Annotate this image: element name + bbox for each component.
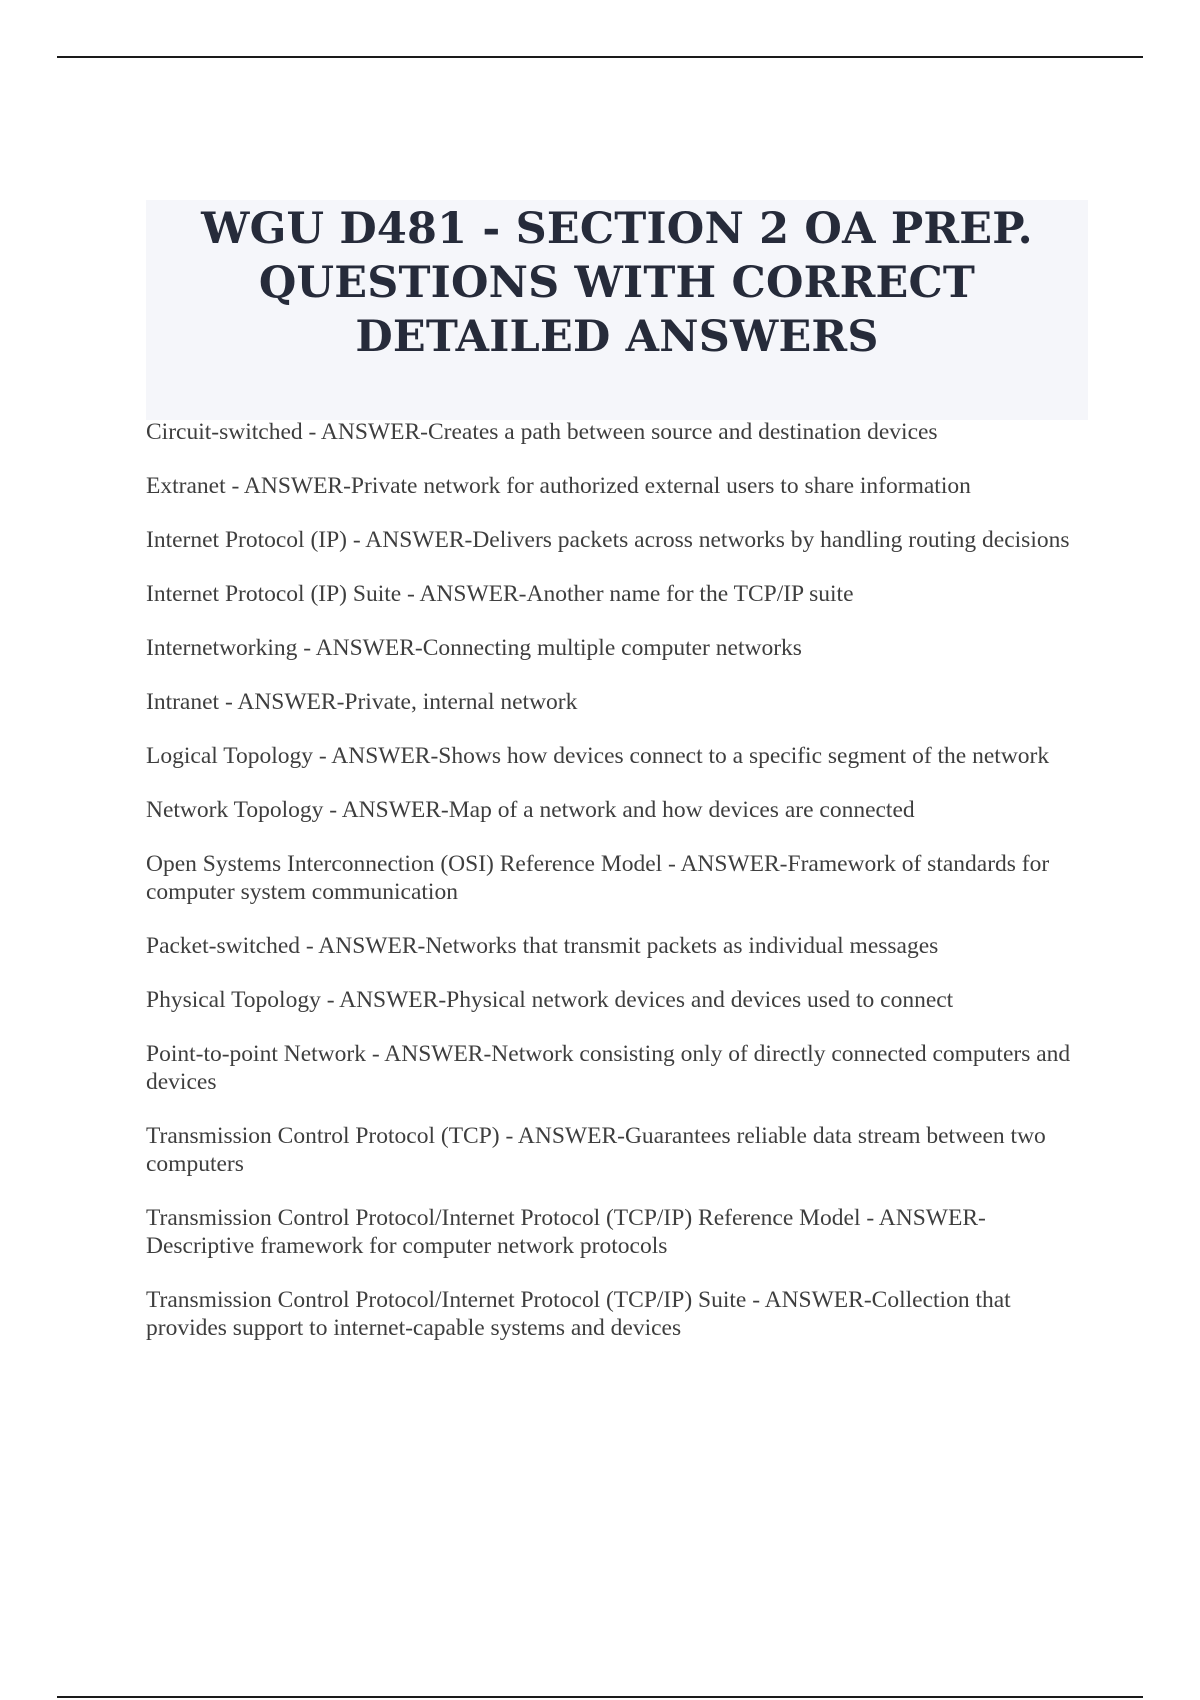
qa-entry: Internetworking - ANSWER-Connecting multiple computer networks bbox=[146, 635, 802, 661]
top-rule bbox=[57, 56, 1143, 58]
bottom-rule bbox=[57, 1696, 1143, 1698]
qa-entry: Packet-switched - ANSWER-Networks that transmit packets as individual messages bbox=[146, 933, 939, 959]
qa-entry: Transmission Control Protocol/Internet Protocol (TCP/IP) Reference Model - ANSWER-Descriptive framework for computer network protocols bbox=[146, 1205, 986, 1259]
qa-entry: Transmission Control Protocol (TCP) - ANSWER-Guarantees reliable data stream between two computers bbox=[146, 1123, 1046, 1177]
qa-list bbox=[146, 418, 1091, 1368]
qa-entry: Extranet - ANSWER-Private network for authorized external users to share information bbox=[146, 473, 971, 499]
qa-entry: Internet Protocol (IP) Suite - ANSWER-Another name for the TCP/IP suite bbox=[146, 581, 854, 607]
qa-entry: Network Topology - ANSWER-Map of a network and how devices are connected bbox=[146, 797, 915, 823]
title-banner bbox=[146, 200, 1088, 420]
qa-entry: Circuit-switched - ANSWER-Creates a path between source and destination devices bbox=[146, 419, 938, 445]
qa-entry: Point-to-point Network - ANSWER-Network consisting only of directly connected computers and devices bbox=[146, 1041, 1071, 1095]
document-title: WGU D481 - SECTION 2 OA PREP. QUESTIONS WITH CORRECT DETAILED ANSWERS bbox=[201, 204, 1033, 362]
qa-entry: Transmission Control Protocol/Internet Protocol (TCP/IP) Suite - ANSWER-Collection that provides support to internet-capable systems and devices bbox=[146, 1287, 1011, 1341]
qa-entry: Intranet - ANSWER-Private, internal network bbox=[146, 689, 578, 715]
qa-entry: Open Systems Interconnection (OSI) Reference Model - ANSWER-Framework of standards for computer system communication bbox=[146, 851, 1050, 905]
qa-entry: Physical Topology - ANSWER-Physical network devices and devices used to connect bbox=[146, 987, 954, 1013]
qa-entry: Logical Topology - ANSWER-Shows how devices connect to a specific segment of the network bbox=[146, 743, 1050, 769]
qa-entry: Internet Protocol (IP) - ANSWER-Delivers packets across networks by handling routing decisions bbox=[146, 527, 1070, 553]
